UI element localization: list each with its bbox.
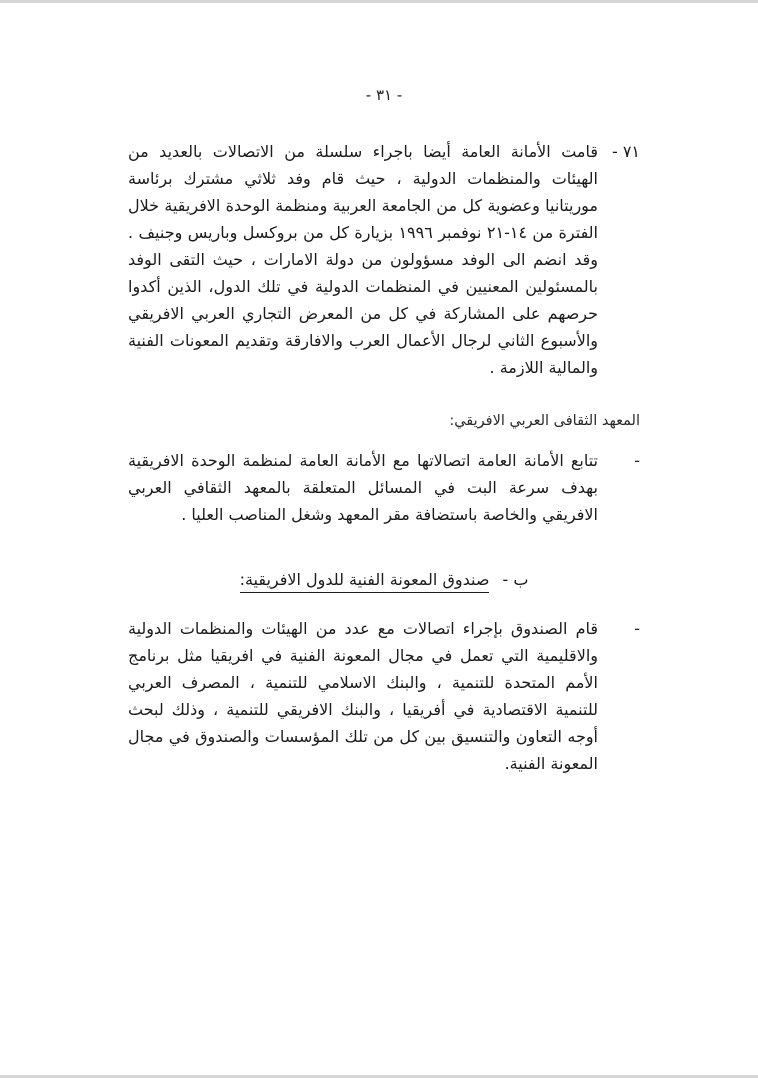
fund-paragraph [128, 615, 640, 777]
institute-paragraph-text: تتابع الأمانة العامة اتصالاتها مع الأمانة العامة لمنظمة الوحدة الافريقية بهدف سرعة البت في المسائل المتعلقة بالمعهد الثقافي العربي الافريقي والخاصة باستضافة مقر المعهد وشغل المناصب العليا . [128, 451, 598, 524]
paragraph-71 [128, 138, 640, 381]
fund-heading-title: صندوق المعونة الفنية للدول الافريقية: [240, 570, 490, 593]
fund-paragraph-text: قام الصندوق بإجراء اتصالات مع عدد من الهيئات والمنظمات الدولية والاقليمية التي تعمل في مجال المعونة الفنية في افريقيا مثل برنامج الأمم المتحدة للتنمية ، والبنك الاسلامي للتنمية ، المصرف العربي للتنمية الاقتصادية في أفريقيا ، والبنك الافريقي للتنمية ، وذلك لبحث أوجه التعاون والتنسيق بين كل من تلك المؤسسات والصندوق في مجال المعونة الفنية. [128, 619, 598, 773]
institute-paragraph [128, 447, 640, 528]
institute-section-heading: المعهد الثقافى العربي الافريقي: [449, 413, 640, 429]
paragraph-71-marker: ٧١ - [611, 142, 640, 161]
fund-paragraph-dash: - [634, 619, 640, 638]
paragraph-71-text: قامت الأمانة العامة أيضا باجراء سلسلة من الاتصالات بالعديد من الهيئات والمنظمات الدولية ، حيث قام وفد ثلاثي مشترك برئاسة موريتانيا وعضوية كل من الجامعة العربية ومنظمة الوحدة الافريقية خلال الفترة من ١٤-٢١ نوفمبر ١٩٩٦ بزيارة كل من بروكسل وباريس وجنيف . وقد انضم الى الوفد مسؤولون من دولة الامارات ، حيث التقى الوفد بالمسئولين المعنيين في المنظمات الدولية في تلك الدول، الذين أكدوا حرصهم على المشاركة في كل من المعرض التجاري العربي الافريقي والأسبوع الثاني لرجال الأعمال العرب والافارقة وتقديم المعونات الفنية والمالية اللازمة . [128, 142, 598, 377]
institute-paragraph-dash: - [634, 451, 640, 470]
fund-section-heading [128, 570, 640, 589]
page-content [128, 0, 640, 777]
fund-heading-prefix: ب - [502, 570, 529, 589]
page-number: - ٣١ - [365, 86, 403, 104]
